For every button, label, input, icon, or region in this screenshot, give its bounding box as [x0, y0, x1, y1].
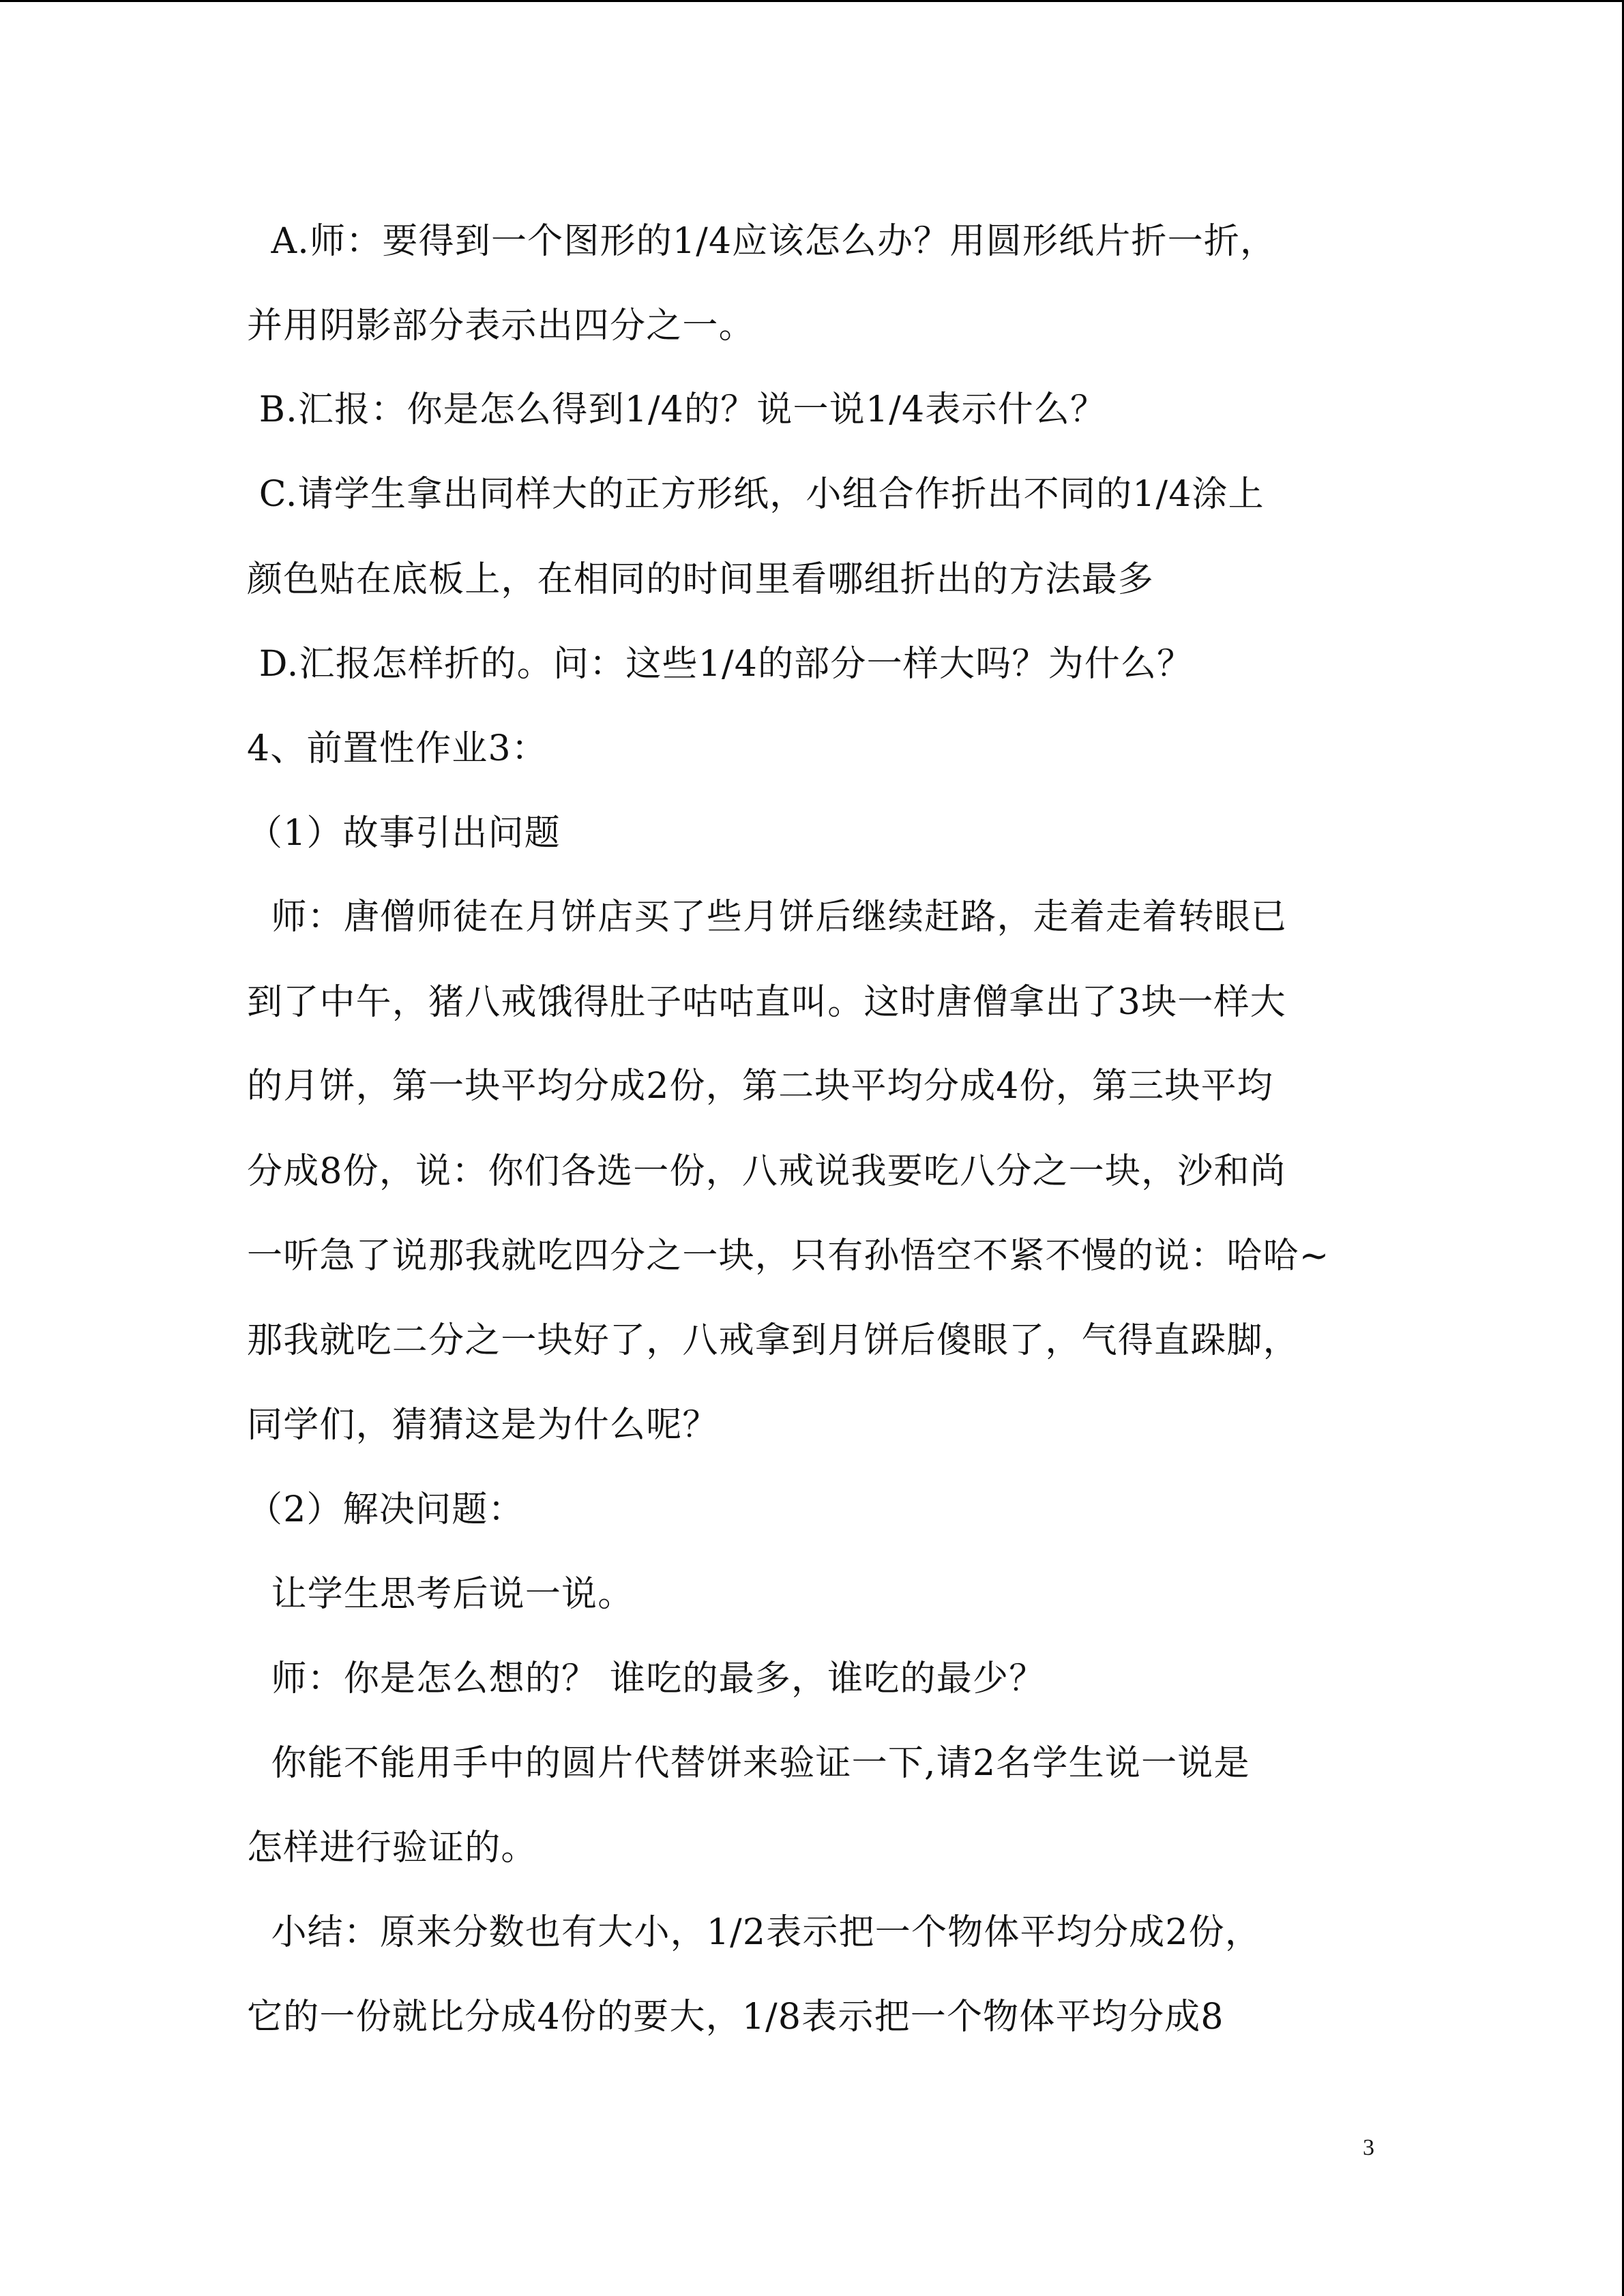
text-line: B.汇报：你是怎么得到1/4的？说一说1/4表示什么？: [247, 389, 1107, 430]
text-line: 并用阴影部分表示出四分之一。: [247, 305, 755, 346]
subsection-heading: （2）解决问题：: [247, 1489, 525, 1530]
text-line: 它的一份就比分成4份的要大，1/8表示把一个物体平均分成8: [247, 1997, 1224, 2038]
text-line: 颜色贴在底板上，在相同的时间里看哪组折出的方法最多: [247, 559, 1155, 600]
text-line: 你能不能用手中的圆片代替饼来验证一下,请2名学生说一说是: [247, 1743, 1250, 1784]
text-line: D.汇报怎样折的。问：这些1/4的部分一样大吗？为什么？: [247, 644, 1194, 685]
section-heading: 4、前置性作业3：: [247, 728, 548, 769]
text-line: 让学生思考后说一说。: [247, 1574, 634, 1615]
text-line: 一听急了说那我就吃四分之一块，只有孙悟空不紧不慢的说：哈哈~: [247, 1236, 1330, 1277]
text-line: 到了中午，猪八戒饿得肚子咕咕直叫。这时唐僧拿出了3块一样大: [247, 982, 1286, 1023]
text-line: 分成8份，说：你们各选一份，八戒说我要吃八分之一块，沙和尚: [247, 1151, 1286, 1192]
page-border-top: [0, 0, 1624, 2]
text-line: 的月饼，第一块平均分成2份，第二块平均分成4份，第三块平均: [247, 1066, 1273, 1107]
page-number: 3: [1363, 2135, 1374, 2160]
subsection-heading: （1）故事引出问题: [247, 813, 561, 854]
text-line: 师：你是怎么想的？ 谁吃的最多，谁吃的最少？: [247, 1658, 1046, 1699]
text-line: 怎样进行验证的。: [247, 1828, 537, 1868]
text-line: 同学们，猜猜这是为什么呢？: [247, 1405, 719, 1446]
text-line: 小结：原来分数也有大小，1/2表示把一个物体平均分成2份，: [247, 1912, 1262, 1953]
text-line: 那我就吃二分之一块好了，八戒拿到月饼后傻眼了，气得直跺脚，: [247, 1320, 1299, 1361]
text-line: A.师：要得到一个图形的1/4应该怎么办？用圆形纸片折一折，: [247, 221, 1277, 262]
text-line: 师：唐僧师徒在月饼店买了些月饼后继续赶路，走着走着转眼已: [247, 897, 1288, 938]
text-line: C.请学生拿出同样大的正方形纸，小组合作折出不同的1/4涂上: [247, 474, 1265, 515]
